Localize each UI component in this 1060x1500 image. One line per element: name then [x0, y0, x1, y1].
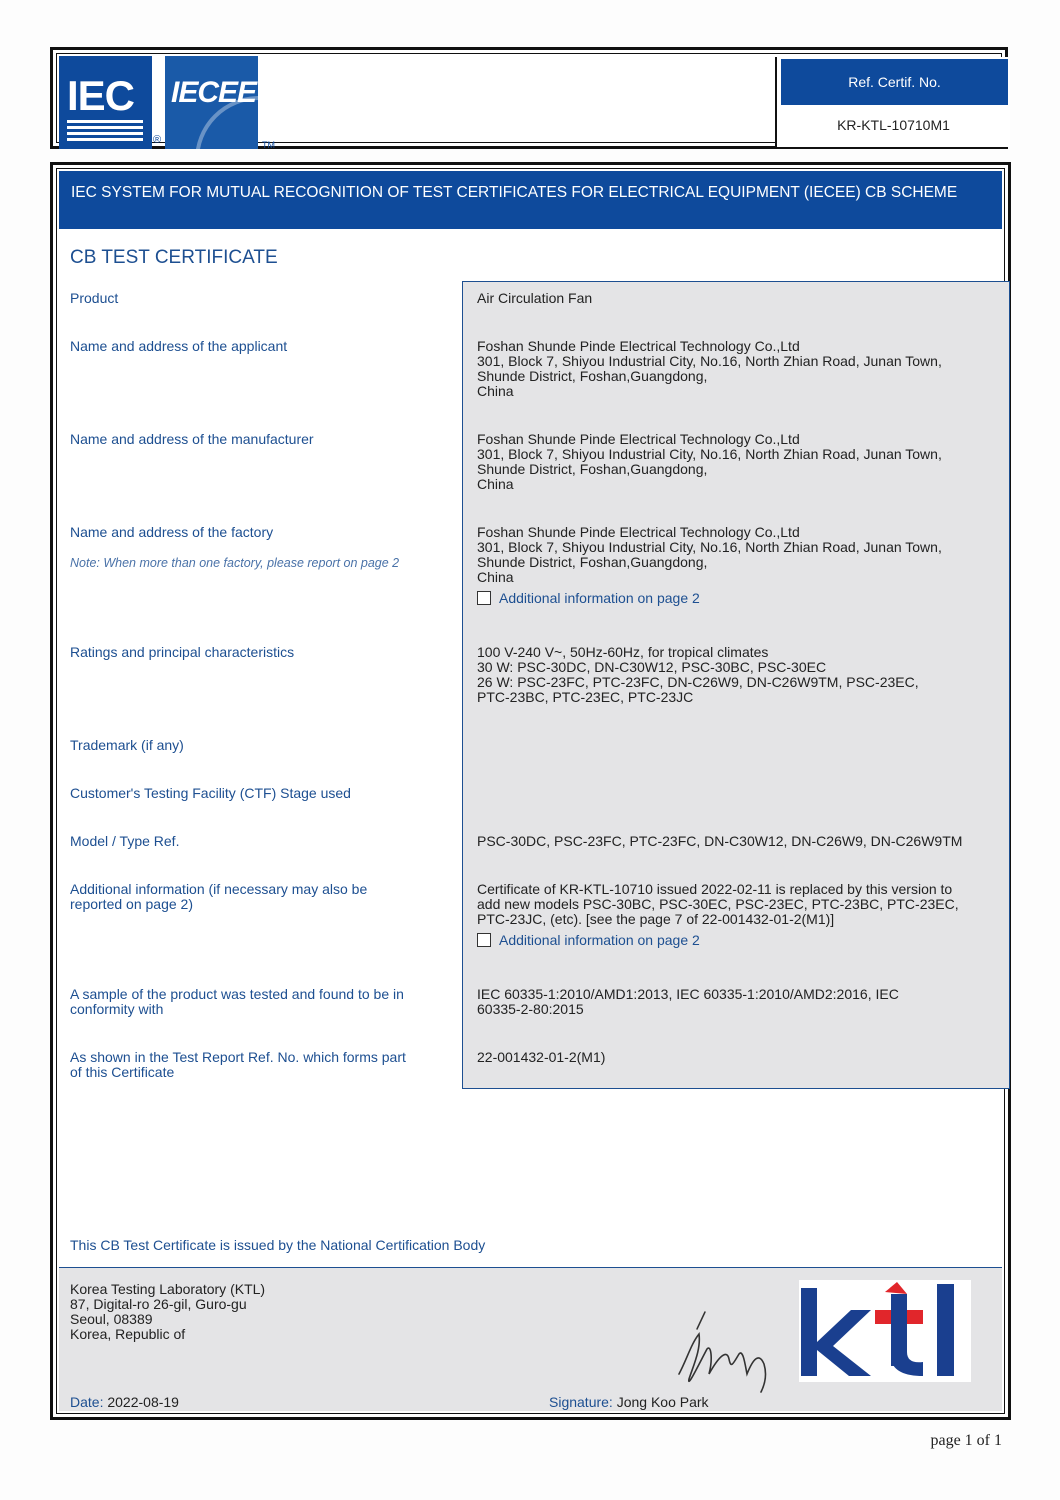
- additional-info-page2-option[interactable]: [477, 932, 700, 948]
- date-field: [70, 1394, 179, 1410]
- test-report-value: 22-001432-01-2(M1): [477, 1049, 606, 1065]
- conformity-label-line: A sample of the product was tested and found to be in: [70, 986, 404, 1002]
- applicant-value: [477, 339, 1007, 399]
- ncb-address-line: 87, Digital-ro 26-gil, Guro-gu: [70, 1296, 247, 1312]
- ratings-value: [477, 645, 1007, 705]
- additional-info-value: [477, 882, 1007, 927]
- signature-label: Signature:: [549, 1394, 613, 1410]
- applicant-line: China: [477, 383, 514, 399]
- iec-logo: [59, 56, 152, 149]
- certificate-inner: [56, 168, 1005, 1414]
- product-value: Air Circulation Fan: [477, 290, 593, 306]
- ktl-logo: [799, 1280, 971, 1382]
- test-report-label: [70, 1050, 440, 1080]
- factory-additional-info-checkbox[interactable]: [477, 591, 491, 605]
- date-value: 2022-08-19: [107, 1394, 179, 1410]
- conformity-label-line: conformity with: [70, 1001, 164, 1017]
- applicant-line: Shunde District, Foshan,Guangdong,: [477, 368, 708, 384]
- additional-info-line: add new models PSC-30BC, PSC-30EC, PSC-23EC, PTC-23BC, PTC-23EC,: [477, 896, 959, 912]
- test-report-label-line: of this Certificate: [70, 1064, 175, 1080]
- ratings-line: PTC-23BC, PTC-23EC, PTC-23JC: [477, 689, 694, 705]
- model-value: PSC-30DC, PSC-23FC, PTC-23FC, DN-C30W12, DN-C26W9, DN-C26W9TM: [477, 833, 963, 849]
- ncb-address-line: Seoul, 08389: [70, 1311, 153, 1327]
- conformity-value: [477, 987, 1007, 1017]
- applicant-line: Foshan Shunde Pinde Electrical Technology Co.,Ltd: [477, 338, 800, 354]
- ref-certificate-box: [775, 57, 1010, 147]
- factory-value: [477, 525, 1007, 585]
- trademark-label: Trademark (if any): [70, 737, 184, 753]
- conformity-line: IEC 60335-1:2010/AMD1:2013, IEC 60335-1:2010/AMD2:2016, IEC: [477, 986, 899, 1002]
- ratings-label: Ratings and principal characteristics: [70, 644, 295, 660]
- ref-certificate-label: Ref. Certif. No.: [781, 59, 1008, 105]
- ncb-address: [70, 1282, 265, 1342]
- additional-info-line: PTC-23JC, (etc). [see the page 7 of 22-001432-01-2(M1)]: [477, 911, 835, 927]
- ctf-label: Customer's Testing Facility (CTF) Stage used: [70, 785, 351, 801]
- test-report-label-line: As shown in the Test Report Ref. No. which forms part: [70, 1049, 406, 1065]
- applicant-label: Name and address of the applicant: [70, 338, 288, 354]
- iec-logo-text: IEC: [67, 72, 135, 119]
- ncb-address-line: Korea Testing Laboratory (KTL): [70, 1281, 266, 1297]
- product-label: Product: [70, 290, 119, 306]
- manufacturer-line: China: [477, 476, 514, 492]
- header-inner: [56, 53, 1002, 150]
- iec-logo-stripes: [67, 120, 143, 144]
- trademark-mark: TM: [262, 140, 275, 150]
- applicant-line: 301, Block 7, Shiyou Industrial City, No.16, North Zhian Road, Junan Town,: [477, 353, 942, 369]
- manufacturer-line: Shunde District, Foshan,Guangdong,: [477, 461, 708, 477]
- factory-line: China: [477, 569, 514, 585]
- conformity-line: 60335-2-80:2015: [477, 1001, 584, 1017]
- factory-line: Shunde District, Foshan,Guangdong,: [477, 554, 708, 570]
- factory-additional-info-label: Additional information on page 2: [499, 590, 700, 606]
- header-frame: [50, 47, 1008, 149]
- additional-info-page2-checkbox[interactable]: [477, 933, 491, 947]
- signature-name: Jong Koo Park: [616, 1394, 709, 1410]
- factory-note: Note: When more than one factory, please report on page 2: [70, 556, 400, 570]
- manufacturer-label: Name and address of the manufacturer: [70, 431, 314, 447]
- certificate-title: CB TEST CERTIFICATE: [70, 247, 278, 268]
- additional-info-page2-label: Additional information on page 2: [499, 932, 700, 948]
- additional-info-label: [70, 882, 440, 912]
- handwritten-signature: [669, 1304, 779, 1399]
- signature-field: [549, 1394, 709, 1410]
- scheme-banner: IEC SYSTEM FOR MUTUAL RECOGNITION OF TEST CERTIFICATES FOR ELECTRICAL EQUIPMENT (IECEE) CB SCHEME: [59, 171, 1002, 229]
- ref-certificate-number: KR-KTL-10710M1: [837, 117, 950, 133]
- additional-info-label-line: Additional information (if necessary may also be: [70, 881, 368, 897]
- additional-info-line: Certificate of KR-KTL-10710 issued 2022-02-11 is replaced by this version to: [477, 881, 953, 897]
- ncb-footer: [59, 1267, 1002, 1411]
- factory-additional-info-option[interactable]: [477, 590, 700, 606]
- issued-by-statement: This CB Test Certificate is issued by the National Certification Body: [70, 1237, 486, 1253]
- certificate-frame: [50, 162, 1011, 1420]
- iecee-logo: [165, 56, 258, 149]
- conformity-label: [70, 987, 440, 1017]
- model-label: Model / Type Ref.: [70, 833, 180, 849]
- additional-info-label-line: reported on page 2): [70, 896, 193, 912]
- ncb-address-line: Korea, Republic of: [70, 1326, 186, 1342]
- factory-label: Name and address of the factory: [70, 524, 274, 540]
- factory-line: 301, Block 7, Shiyou Industrial City, No.16, North Zhian Road, Junan Town,: [477, 539, 942, 555]
- factory-line: Foshan Shunde Pinde Electrical Technology Co.,Ltd: [477, 524, 800, 540]
- manufacturer-line: Foshan Shunde Pinde Electrical Technology Co.,Ltd: [477, 431, 800, 447]
- ratings-line: 30 W: PSC-30DC, DN-C30W12, PSC-30BC, PSC-30EC: [477, 659, 827, 675]
- registered-mark: ®: [153, 134, 162, 146]
- ratings-line: 100 V-240 V~, 50Hz-60Hz, for tropical climates: [477, 644, 769, 660]
- page-number: page 1 of 1: [930, 1432, 1002, 1449]
- manufacturer-value: [477, 432, 1007, 492]
- manufacturer-line: 301, Block 7, Shiyou Industrial City, No.16, North Zhian Road, Junan Town,: [477, 446, 942, 462]
- iecee-logo-text: IECEE: [171, 76, 257, 109]
- ratings-line: 26 W: PSC-23FC, PTC-23FC, DN-C26W9, DN-C26W9TM, PSC-23EC,: [477, 674, 919, 690]
- date-label: Date:: [70, 1394, 104, 1410]
